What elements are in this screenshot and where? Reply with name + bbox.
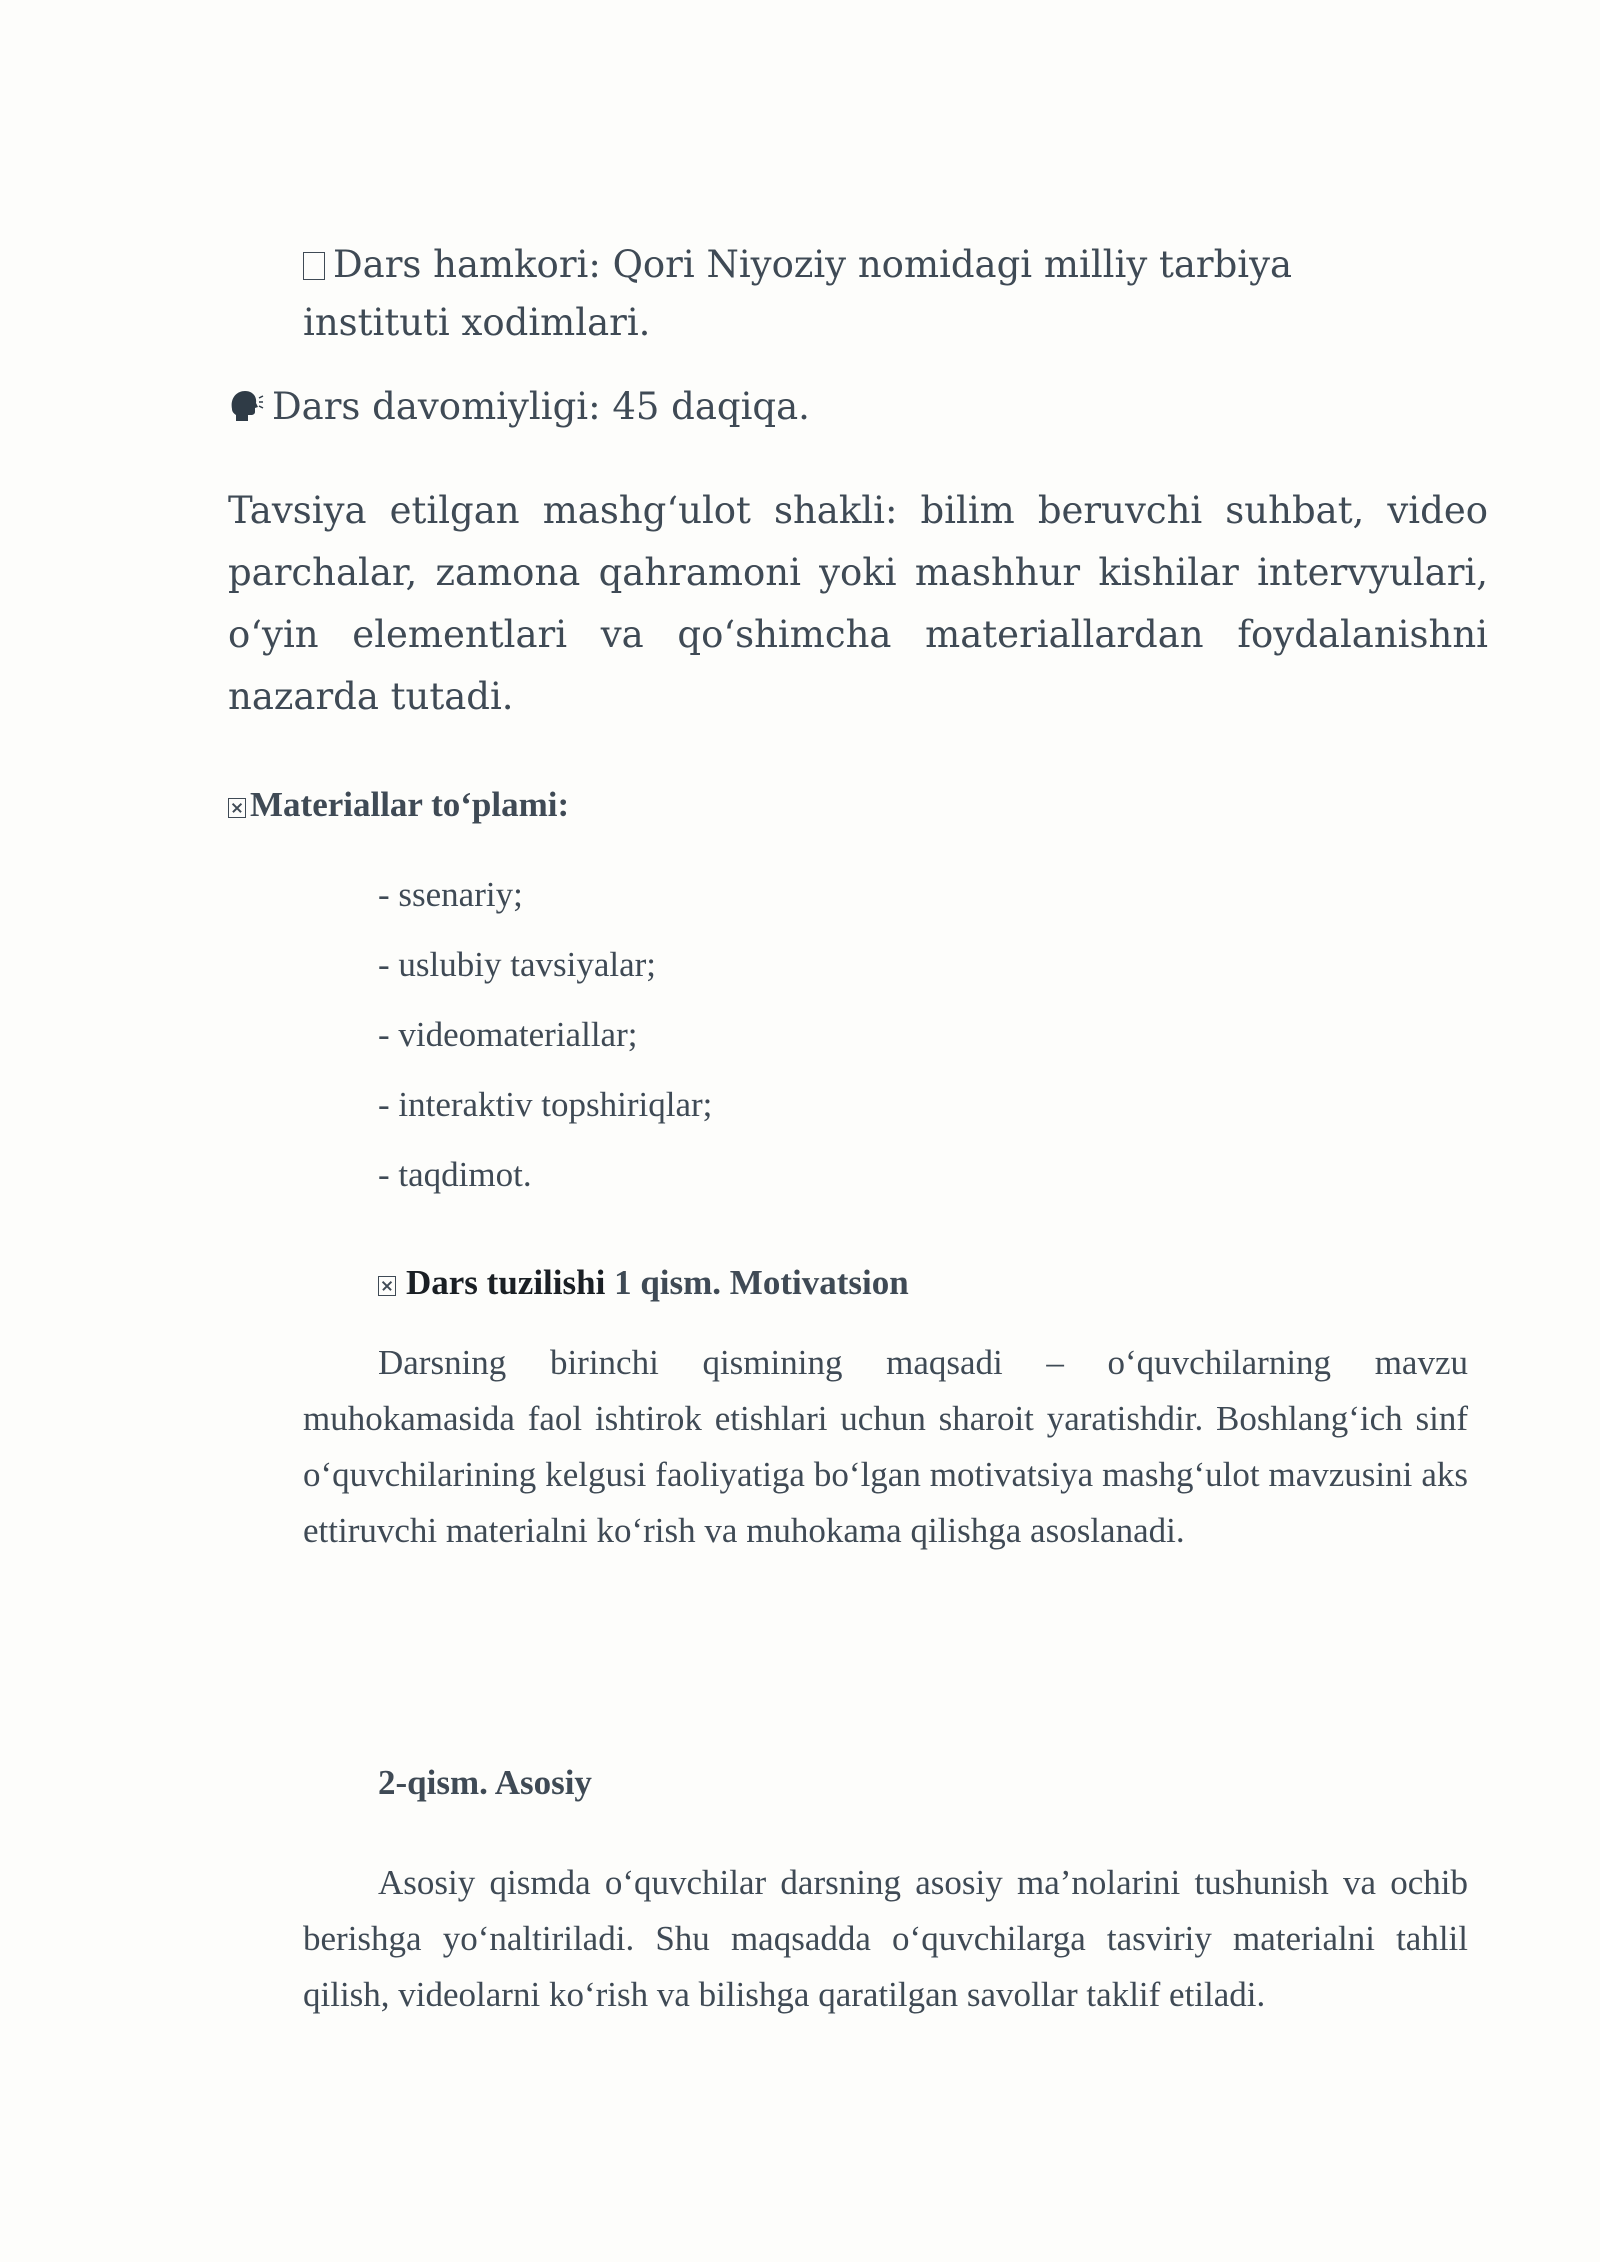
materials-list xyxy=(378,860,712,1210)
lesson-partner xyxy=(303,236,1443,352)
part1-paragraph: Darsning birinchi qismining maqsadi – o‘quvchilarning mavzu muhokamasida faol ishtirok etishlari uchun sharoit yaratishdir. Boshlang‘ich sinf o‘quvchilarining kelgusi faoliyatiga bo‘lgan motivatsiya mashg‘ulot mavzusini aks ettiruvchi materialni ko‘rish va muhokama qilishga asoslanadi. xyxy=(303,1343,1468,1550)
materials-heading-text: Materiallar to‘plami: xyxy=(250,785,570,824)
recommended-form-paragraph: Tavsiya etilgan mashg‘ulot shakli: bilim beruvchi suhbat, video parchalar, zamona qahramoni yoki mashhur kishilar intervyulari, o‘yin elementlari va qo‘shimcha materiallardan foydalanishni nazarda tutadi. xyxy=(228,489,1488,718)
part1-heading: 1 qism. Motivatsion xyxy=(614,1263,909,1302)
lesson-duration-text: Dars davomiyligi: 45 daqiqa. xyxy=(272,385,810,428)
speaking-head-icon xyxy=(228,382,264,440)
structure-heading-title: Dars tuzilishi xyxy=(406,1263,606,1302)
part2-heading: 2-qism. Asosiy xyxy=(378,1763,592,1802)
structure-heading xyxy=(378,1258,909,1308)
list-item: - interaktiv topshiriqlar; xyxy=(378,1085,713,1124)
list-item: - taqdimot. xyxy=(378,1155,532,1194)
list-item: - uslubiy tavsiyalar; xyxy=(378,945,657,984)
lesson-partner-text: Dars hamkori: Qori Niyoziy nomidagi milliy tarbiya instituti xodimlari. xyxy=(303,243,1293,344)
box-glyph-icon xyxy=(378,1276,396,1296)
box-glyph-icon xyxy=(303,252,325,280)
list-item: - ssenariy; xyxy=(378,875,523,914)
materials-heading xyxy=(228,780,569,830)
box-glyph-icon xyxy=(228,798,246,818)
part2-paragraph: Asosiy qismda o‘quvchilar darsning asosiy ma’nolarini tushunish va ochib berishga yo‘naltiriladi. Shu maqsadda o‘quvchilarga tasviriy materialni tahlil qilish, videolarni ko‘rish va bilishga qaratilgan savollar taklif etiladi. xyxy=(303,1863,1468,2014)
list-item: - videomateriallar; xyxy=(378,1015,638,1054)
lesson-duration xyxy=(228,378,810,440)
